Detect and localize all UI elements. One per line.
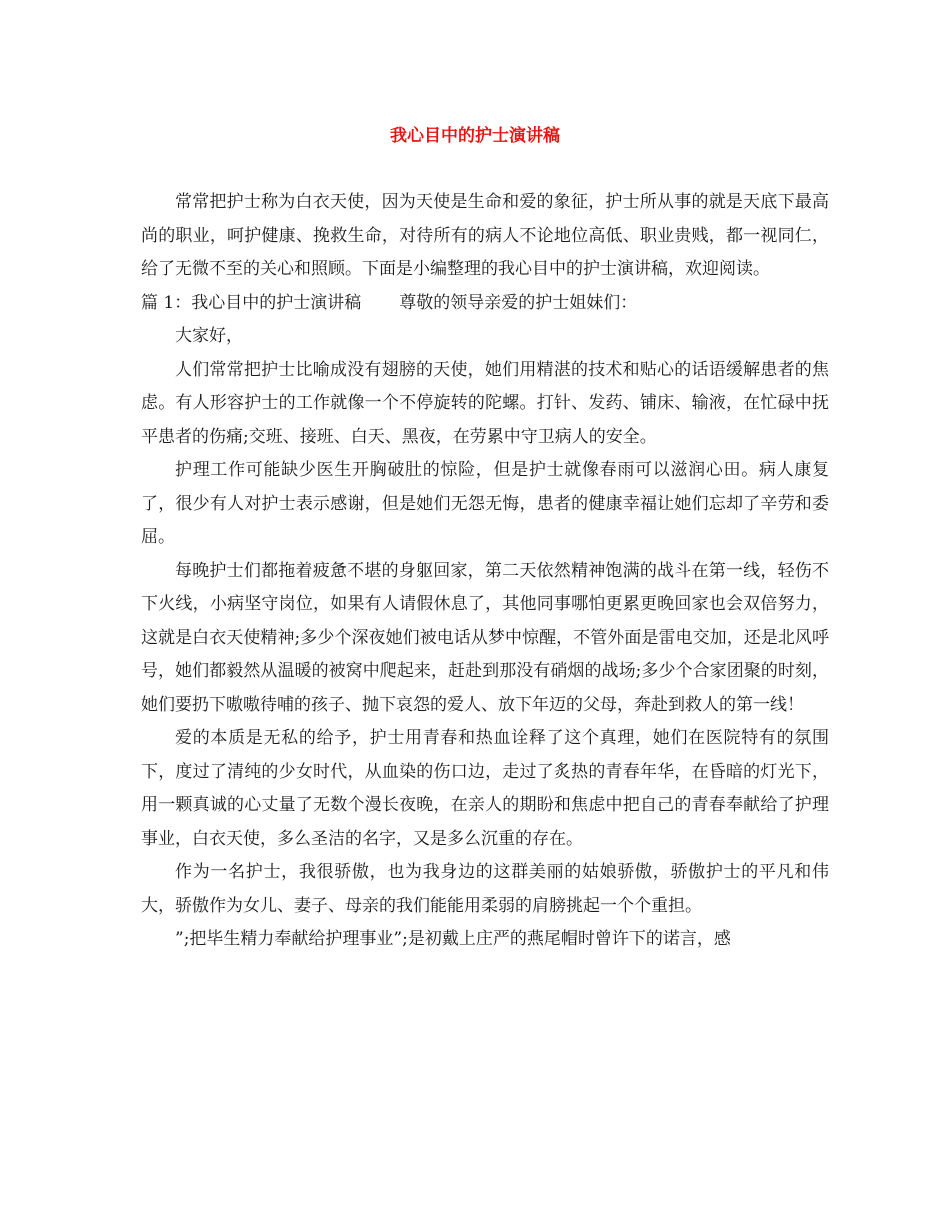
document-body <box>141 186 829 957</box>
paragraph: 护理工作可能缺少医生开胸破肚的惊险，但是护士就像春雨可以滋润心田。病人康复了，很少有人对护士表示感谢，但是她们无怨无悔，患者的健康幸福让她们忘却了辛劳和委屈。 <box>141 460 829 547</box>
paragraph: ”;把毕生精力奉献给护理事业”;是初戴上庄严的燕尾帽时曾许下的诺言，感 <box>175 929 731 949</box>
paragraph: 爱的本质是无私的给予，护士用青春和热血诠释了这个真理，她们在医院特有的氛围下，度过了清纯的少女时代，从血染的伤口边，走过了炙热的青春年华，在昏暗的灯光下，用一颗真诚的心丈量了无数个漫长夜晚，在亲人的期盼和焦虑中把自己的青春奉献给了护理事业，白衣天使，多么圣洁的名字，又是多么沉重的存在。 <box>141 728 829 849</box>
paragraph: 每晚护士们都拖着疲惫不堪的身躯回家，第二天依然精神饱满的战斗在第一线，轻伤不下火线，小病坚守岗位，如果有人请假休息了，其他同事哪怕更累更晚回家也会双倍努力，这就是白衣天使精神;多少个深夜她们被电话从梦中惊醒，不管外面是雷电交加，还是北风呼号，她们都毅然从温暖的被窝中爬起来，赶赴到那没有硝烟的战场;多少个合家团聚的时刻，她们要扔下嗷嗷待哺的孩子、抛下哀怨的爱人、放下年迈的父母，奔赴到救人的第一线！ <box>141 560 829 715</box>
greeting: 大家好， <box>175 326 243 346</box>
page-title: 我心目中的护士演讲稿 <box>390 126 560 146</box>
intro-paragraph: 常常把护士称为白衣天使，因为天使是生命和爱的象征，护士所从事的就是天底下最高尚的职业，呵护健康、挽救生命，对待所有的病人不论地位高低、职业贵贱，都一视同仁，给了无微不至的关心和照顾。下面是小编整理的我心目中的护士演讲稿，欢迎阅读。 <box>141 192 829 279</box>
paragraph: 作为一名护士，我很骄傲，也为我身边的这群美丽的姑娘骄傲，骄傲护士的平凡和伟大，骄傲作为女儿、妻子、母亲的我们能能用柔弱的肩膀挑起一个个重担。 <box>141 862 829 916</box>
paragraph: 人们常常把护士比喻成没有翅膀的天使，她们用精湛的技术和贴心的话语缓解患者的焦虑。有人形容护士的工作就像一个不停旋转的陀螺。打针、发药、铺床、输液，在忙碌中抚平患者的伤痛;交班、接班、白天、黑夜，在劳累中守卫病人的安全。 <box>141 359 829 447</box>
salutation: 尊敬的领导亲爱的护士姐妹们： <box>399 292 638 313</box>
section-heading-line <box>141 287 829 321</box>
section-title: 篇 1：我心目中的护士演讲稿 <box>141 292 362 313</box>
